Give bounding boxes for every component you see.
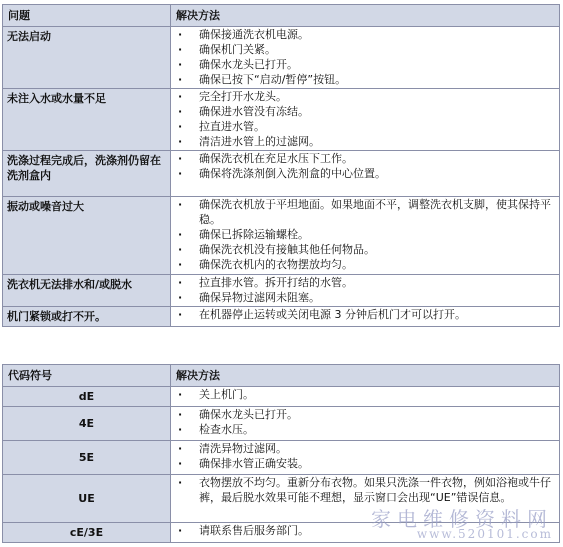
- solution-cell: [171, 407, 560, 441]
- solution-list: [171, 197, 559, 272]
- solution-list: [171, 27, 559, 87]
- solution-item: · 确保洗衣机在充足水压下工作。: [171, 151, 559, 166]
- solution-list: [171, 307, 559, 322]
- solution-cell: [171, 27, 560, 89]
- solution-item: · 确保已拆除运输螺栓。: [171, 227, 559, 242]
- problem-cell: 洗涤过程完成后，洗涤剂仍留在洗剂盒内: [3, 151, 171, 197]
- solution-item: · 衣物摆放不均匀。重新分布衣物。如果只洗涤一件衣物，例如浴袍或牛仔裤，最后脱水效果可能不理想，显示窗口会出现“UE”错误信息。: [171, 475, 559, 505]
- solution-item: · 确保洗衣机放于平坦地面。如果地面不平，调整洗衣机支脚，使其保持平稳。: [171, 197, 559, 227]
- solution-list: [171, 151, 559, 181]
- solution-item: · 清洁进水管上的过滤网。: [171, 134, 559, 149]
- solution-item: · 关上机门。: [171, 387, 559, 402]
- table-header-row: [3, 365, 560, 387]
- error-code-cell: 4E: [3, 407, 171, 441]
- table-row: [3, 407, 560, 441]
- problem-cell: 洗衣机无法排水和/或脱水: [3, 275, 171, 307]
- solution-cell: [171, 197, 560, 275]
- solution-item: · 清洗异物过滤网。: [171, 441, 559, 456]
- solution-cell: [171, 441, 560, 475]
- table-row: [3, 275, 560, 307]
- error-code-cell: UE: [3, 475, 171, 523]
- error-code-cell: 5E: [3, 441, 171, 475]
- solution-list: [171, 523, 559, 538]
- error-code-cell: dE: [3, 387, 171, 407]
- solution-item: · 拉直进水管。: [171, 119, 559, 134]
- solution-cell: [171, 307, 560, 327]
- solution-cell: [171, 387, 560, 407]
- solution-cell: [171, 89, 560, 151]
- solution-cell: [171, 523, 560, 543]
- solution-item: · 确保水龙头已打开。: [171, 407, 559, 422]
- solution-item: · 确保异物过滤网未阻塞。: [171, 290, 559, 305]
- table-row: [3, 441, 560, 475]
- solution-column-header: 解决方法: [171, 5, 560, 27]
- solution-item: · 请联系售后服务部门。: [171, 523, 559, 538]
- solution-item: · 确保洗衣机没有接触其他任何物品。: [171, 242, 559, 257]
- table-row: [3, 197, 560, 275]
- solution-item: · 确保将洗涤剂倒入洗剂盒的中心位置。: [171, 166, 559, 181]
- solution-list: [171, 441, 559, 471]
- solution-item: · 确保洗衣机内的衣物摆放均匀。: [171, 257, 559, 272]
- watermark-text: 家电维修资料网: [371, 507, 553, 531]
- solution-item: · 确保水龙头已打开。: [171, 57, 559, 72]
- solution-item: · 确保接通洗衣机电源。: [171, 27, 559, 42]
- table-row: [3, 387, 560, 407]
- solution-item: · 确保排水管正确安装。: [171, 456, 559, 471]
- solution-list: [171, 475, 559, 505]
- table-row: [3, 89, 560, 151]
- solution-list: [171, 387, 559, 402]
- solution-cell: [171, 151, 560, 197]
- solution-list: [171, 275, 559, 305]
- solution-list: [171, 407, 559, 437]
- table-row: [3, 307, 560, 327]
- table-row: [3, 151, 560, 197]
- problem-column-header: 问题: [3, 5, 171, 27]
- table-row: [3, 523, 560, 543]
- watermark-url: www.520101.com: [416, 527, 553, 541]
- solution-item: · 完全打开水龙头。: [171, 89, 559, 104]
- error-code-table: [2, 364, 560, 543]
- table-row: [3, 475, 560, 523]
- problem-cell: 无法启动: [3, 27, 171, 89]
- table-row: [3, 27, 560, 89]
- solution-item: · 确保已按下“启动/暂停”按钮。: [171, 72, 559, 87]
- solution-item: · 确保机门关紧。: [171, 42, 559, 57]
- solution-item: · 检查水压。: [171, 422, 559, 437]
- solution-item: · 确保进水管没有冻结。: [171, 104, 559, 119]
- solution-list: [171, 89, 559, 149]
- error-code-cell: cE/3E: [3, 523, 171, 543]
- solution-cell: [171, 275, 560, 307]
- problem-cell: 未注入水或水量不足: [3, 89, 171, 151]
- solution-item: · 在机器停止运转或关闭电源 3 分钟后机门才可以打开。: [171, 307, 559, 322]
- table-header-row: [3, 5, 560, 27]
- solution-column-header: 解决方法: [171, 365, 560, 387]
- troubleshooting-table: [2, 4, 560, 327]
- problem-cell: 机门紧锁或打不开。: [3, 307, 171, 327]
- problem-cell: 振动或噪音过大: [3, 197, 171, 275]
- code-column-header: 代码符号: [3, 365, 171, 387]
- solution-item: · 拉直排水管。拆开打结的水管。: [171, 275, 559, 290]
- solution-cell: [171, 475, 560, 523]
